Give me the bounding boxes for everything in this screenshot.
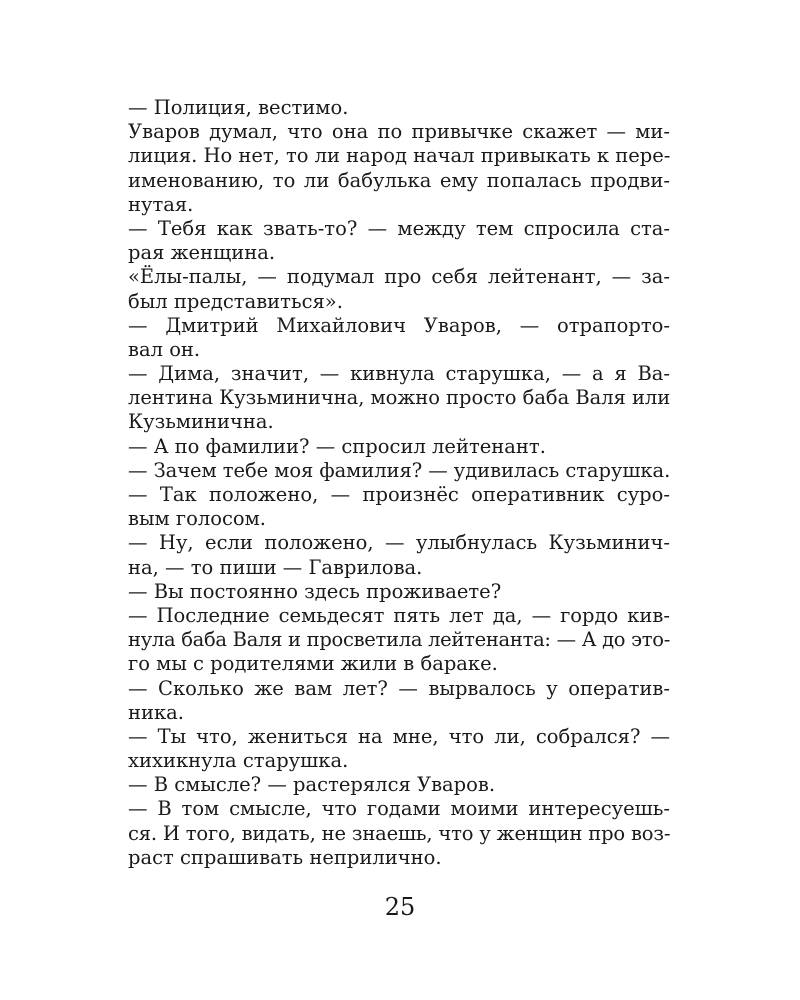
text-line: — Ну, если положено, — улыбнулась Кузьминич- xyxy=(128,531,670,555)
text-line: — Тебя как звать-то? — между тем спросила ста- xyxy=(128,216,670,240)
text-line: именованию, то ли бабулька ему попалась продви- xyxy=(128,168,670,192)
text-line: — Зачем тебе моя фамилия? — удивилась старушка. xyxy=(128,458,671,482)
text-line: рая женщина. xyxy=(128,241,276,265)
text-line: Уваров думал, что она по привычке скажет — ми- xyxy=(128,120,670,144)
text-line: ся. И того, видать, не знаешь, что у женщин про воз- xyxy=(128,821,671,845)
page-number: 25 xyxy=(384,893,416,921)
text-line: Кузьминична. xyxy=(128,410,274,434)
text-line: хихикнула старушка. xyxy=(128,749,349,773)
text-line: был представиться». xyxy=(128,289,343,313)
text-line: на, — то пиши — Гаврилова. xyxy=(128,555,423,579)
text-line: — Ты что, жениться на мне, что ли, собрался? — xyxy=(128,724,670,748)
text-line: лентина Кузьминична, можно просто баба Валя или xyxy=(128,386,671,410)
text-line: — А по фамилии? — спросил лейтенант. xyxy=(128,434,546,458)
text-line: — Сколько же вам лет? — вырвалось у оператив- xyxy=(128,676,670,700)
text-line: — Полиция, вестимо. xyxy=(128,96,349,119)
text-line: — Так положено, — произнёс оперативник суро- xyxy=(128,483,670,506)
text-line: го мы с родителями жили в бараке. xyxy=(128,652,498,676)
text-line: «Ёлы-палы, — подумал про себя лейтенант, — за- xyxy=(128,265,670,289)
text-line: нутая. xyxy=(128,192,194,216)
text-line: — Дмитрий Михайлович Уваров, — отрапорто- xyxy=(128,313,670,337)
text-line: нула баба Валя и просветила лейтенанта: — А до это- xyxy=(128,628,671,652)
text-line: — Вы постоянно здесь проживаете? xyxy=(128,579,502,603)
text-line: вым голосом. xyxy=(128,507,266,531)
text-line: — В смысле? — растерялся Уваров. xyxy=(128,773,496,797)
text-line: лиция. Но нет, то ли народ начал привыкать к пере- xyxy=(128,144,671,168)
text-line: ника. xyxy=(128,700,185,724)
text-line: раст спрашивать неприлично. xyxy=(128,845,442,869)
text-line: — Последние семьдесят пять лет да, — гордо кив- xyxy=(128,603,670,627)
text-line: — В том смысле, что годами моими интересуешь- xyxy=(128,797,670,821)
page-body-text xyxy=(128,96,670,870)
text-line: — Дима, значит, — кивнула старушка, — а я Ва- xyxy=(128,362,670,386)
text-line: вал он. xyxy=(128,337,201,361)
